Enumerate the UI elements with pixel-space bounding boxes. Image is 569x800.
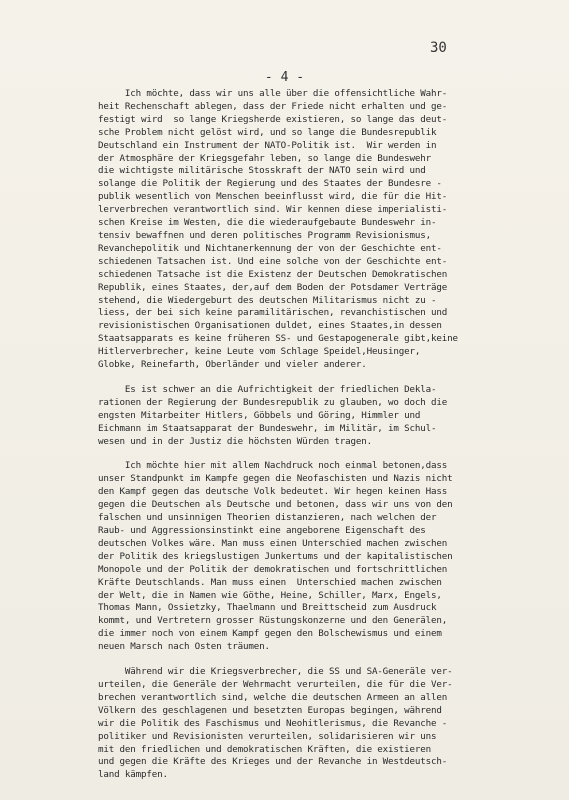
text-line: Raub- und Aggressionsinstinkt eine angeborene Eigenschaft des	[98, 525, 426, 536]
document-body	[98, 88, 508, 794]
text-line: Staatsapparats es keine früheren SS- und Gestapogenerale gibt,keine	[98, 333, 458, 345]
text-line: Thomas Mann, Ossietzky, Thaelmann und Breittscheid zum Ausdruck	[98, 602, 437, 614]
paragraph	[98, 460, 508, 654]
text-line: wesen und in der Justiz die höchsten Würden tragen.	[98, 435, 372, 447]
text-line: rationen der Regierung der Bundesrepublik zu glauben, wo doch die	[98, 396, 448, 408]
text-line: der Atmosphäre der Kriegsgefahr leben, so lange die Bundeswehr	[98, 152, 432, 164]
text-line: festigt wird so lange Kriegsherde existieren, so lange das deut-	[98, 113, 448, 125]
text-line: Ich möchte, dass wir uns alle über die offensichtliche Wahr-	[98, 88, 448, 99]
text-line: Deutschland ein Instrument der NATO-Politik ist. Wir werden in	[98, 139, 437, 151]
text-line: Republik, eines Staates, der,auf dem Boden der Potsdamer Verträge	[98, 281, 448, 293]
text-line: solange die Politik der Regierung und des Staates der Bundesre -	[98, 178, 442, 190]
text-line: revisionistischen Organisationen duldet, eines Staates,in dessen	[98, 320, 442, 332]
page-number: - 4 -	[264, 70, 305, 85]
text-line: schen Kreise im Westen, die die wiederaufgebaute Bundeswehr in-	[98, 217, 437, 229]
paragraph	[98, 666, 508, 782]
text-line: gegen die Deutschen als Deutsche und betonen, dass wir uns von den	[98, 499, 453, 511]
text-line: Monopole und der Politik der demokratischen und fortschrittlichen	[98, 563, 448, 575]
text-line: schiedenen Tatsachen ist. Und eine solche von der Geschichte ent-	[98, 255, 448, 267]
text-line: den Kampf gegen das deutsche Volk bedeutet. Wir hegen keinen Hass	[98, 486, 448, 498]
text-line: der Politik des kriegslustigen Junkertums und der kapitalistischen	[98, 550, 453, 562]
text-line: liess, der bei sich keine paramilitärischen, revanchistischen und	[98, 307, 448, 319]
text-line: Revanchepolitik und Nichtanerkennung der von der Geschichte ent-	[98, 242, 442, 254]
text-line: Eichmann im Staatsapparat der Bundeswehr, im Militär, im Schul-	[98, 422, 437, 434]
text-line: Hitlerverbrecher, keine Leute vom Schlage Speidel,Heusinger,	[98, 346, 421, 358]
text-line: die immer noch von einem Kampf gegen den Bolschewismus und einem	[98, 628, 442, 640]
text-line: der Welt, die in Namen wie Göthe, Heine, Schiller, Marx, Engels,	[98, 589, 442, 601]
text-line: engsten Mitarbeiter Hitlers, Göbbels und Göring, Himmler und	[98, 409, 421, 421]
text-line: politiker und Revisionisten verurteilen, solidarisieren wir uns	[98, 730, 437, 742]
text-line: deutschen Volkes wäre. Man muss einen Unterschied machen zwischen	[98, 537, 448, 549]
text-line: Globke, Reinefarth, Oberländer und vieler anderer.	[98, 359, 367, 371]
text-line: urteilen, die Generäle der Wehrmacht verurteilen, die für die Ver-	[98, 678, 453, 690]
text-line: und gegen die Kräfte des Krieges und der Revanche in Westdeutsch-	[98, 756, 448, 768]
text-line: Kräfte Deutschlands. Man muss einen Unterschied machen zwischen	[98, 576, 442, 588]
text-line: Es ist schwer an die Aufrichtigkeit der friedlichen Dekla-	[98, 383, 437, 395]
text-line: Völkern des geschlagenen und besetzten Europas begingen, während	[98, 704, 442, 716]
text-line: heit Rechenschaft ablegen, dass der Friede nicht erhalten und ge-	[98, 100, 448, 112]
text-line: lerverbrechen verantwortlich sind. Wir kennen diese imperialisti-	[98, 204, 448, 216]
archive-number: 30	[430, 40, 447, 56]
paragraph	[98, 88, 508, 372]
text-line: mit den friedlichen und demokratischen Kräften, die existieren	[98, 743, 432, 755]
text-line: die wichtigste militärische Stosskraft der NATO sein wird und	[98, 165, 426, 177]
text-line: land kämpfen.	[98, 769, 168, 781]
text-line: wir die Politik des Faschismus und Neohitlerismus, die Revanche -	[98, 717, 448, 729]
text-line: Ich möchte hier mit allem Nachdruck noch einmal betonen,dass	[98, 460, 448, 472]
text-line: sche Problem nicht gelöst wird, und so lange die Bundesrepublik	[98, 126, 437, 138]
text-line: brechen verantwortlich sind, welche die deutschen Armeen an allen	[98, 691, 448, 703]
text-line: Während wir die Kriegsverbrecher, die SS und SA-Generäle ver-	[98, 666, 453, 678]
text-line: falschen und unsinnigen Theorien distanzieren, nach welchen der	[98, 512, 437, 524]
text-line: tensiv bewaffnen und deren politisches Programm Revisionismus,	[98, 229, 432, 241]
text-line: schiedenen Tatsache ist die Existenz der Deutschen Demokratischen	[98, 268, 448, 280]
text-line: stehend, die Wiedergeburt des deutschen Militarismus nicht zu -	[98, 294, 437, 306]
text-line: neuen Marsch nach Osten träumen.	[98, 641, 270, 653]
paragraph	[98, 384, 508, 449]
text-line: unser Standpunkt im Kampfe gegen die Neofaschisten und Nazis nicht	[98, 473, 453, 485]
text-line: publik wesentlich von Menschen beeinflusst wird, die für die Hit-	[98, 191, 448, 203]
text-line: kommt, und Vertretern grosser Rüstungskonzerne und den Generälen,	[98, 615, 448, 627]
